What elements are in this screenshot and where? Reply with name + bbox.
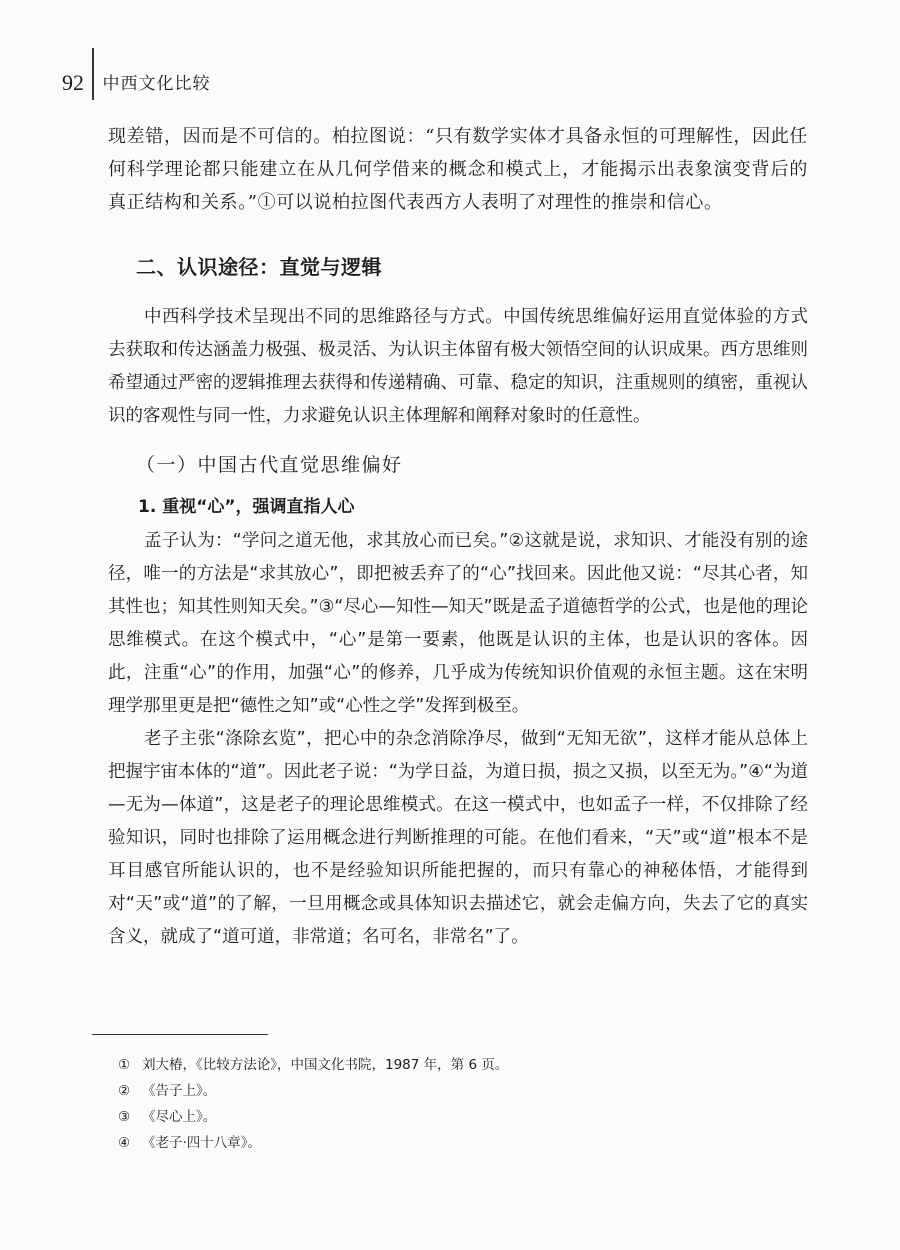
subsection-heading: （一）中国古代直觉思维偏好	[136, 454, 403, 476]
footnote-text: 《老子·四十八章》。	[142, 1135, 262, 1151]
intro-paragraph: 现差错，因而是不可信的。柏拉图说：“只有数学实体才具备永恒的可理解性，因此任何科学理论都只能建立在从几何学借来的概念和模式上，才能揭示出表象演变背后的真正结构和关系。”①可以说柏拉图代表西方人表明了对理性的推崇和信心。	[108, 126, 808, 213]
section-heading: 二、认识途径：直觉与逻辑	[136, 255, 382, 279]
footnote-item	[118, 1052, 758, 1078]
section-paragraph: 中西科学技术呈现出不同的思维路径与方式。中国传统思维偏好运用直觉体验的方式去获取和传达涵盖力极强、极灵活、为认识主体留有极大领悟空间的认识成果。西方思维则希望通过严密的逻辑推理去获得和传递精确、可靠、稳定的知识，注重规则的缜密，重视认识的客观性与同一性，力求避免认识主体理解和阐释对象时的任意性。	[108, 307, 808, 426]
page-body	[108, 120, 808, 954]
footnote-mark: ②	[118, 1083, 131, 1099]
point-paragraph-1: 孟子认为：“学问之道无他，求其放心而已矣。”②这就是说，求知识、才能没有别的途径，唯一的方法是“求其放心”，即把被丢弃了的“心”找回来。因此他又说：“尽其心者，知其性也；知其性则知天矣。”③“尽心—知性—知天”既是孟子道德哲学的公式，也是他的理论思维模式。在这个模式中，“心”是第一要素，他既是认识的主体，也是认识的客体。因此，注重“心”的作用，加强“心”的修养，几乎成为传统知识价值观的永恒主题。这在宋明理学那里更是把“德性之知”或“心性之学”发挥到极至。	[108, 531, 808, 716]
footnote-text: 《尽心上》。	[142, 1109, 217, 1125]
running-title: 中西文化比较	[102, 74, 211, 94]
footnote-mark: ④	[118, 1135, 131, 1151]
footnote-item	[118, 1130, 758, 1156]
footnote-item	[118, 1078, 758, 1104]
point-paragraph-2: 老子主张“涤除玄览”，把心中的杂念消除净尽，做到“无知无欲”，这样才能从总体上把握宇宙本体的“道”。因此老子说：“为学日益，为道日损，损之又损，以至无为。”④“为道—无为—体道”，这是老子的理论思维模式。在这一模式中，也如孟子一样，不仅排除了经验知识，同时也排除了运用概念进行判断推理的可能。在他们看来，“天”或“道”根本不是耳目感官所能认识的，也不是经验知识所能把握的，而只有靠心的神秘体悟，才能得到对“天”或“道”的了解，一旦用概念或具体知识去描述它，就会走偏方向，失去了它的真实含义，就成了“道可道，非常道；名可名，非常名”了。	[108, 729, 808, 947]
page-header	[62, 46, 211, 100]
footnote-rule	[92, 1034, 268, 1035]
footnote-text: 《告子上》。	[142, 1083, 217, 1099]
footnote-item	[118, 1104, 758, 1130]
page-number: 92	[62, 70, 84, 95]
footnote-mark: ①	[118, 1057, 131, 1073]
footnote-mark: ③	[118, 1109, 131, 1125]
footnotes	[118, 1052, 758, 1156]
footnote-text: 刘大椿，《比较方法论》，中国文化书院，1987 年，第 6 页。	[142, 1057, 509, 1073]
header-divider	[92, 48, 94, 100]
point-heading: 1. 重视“心”，强调直指人心	[138, 497, 355, 517]
